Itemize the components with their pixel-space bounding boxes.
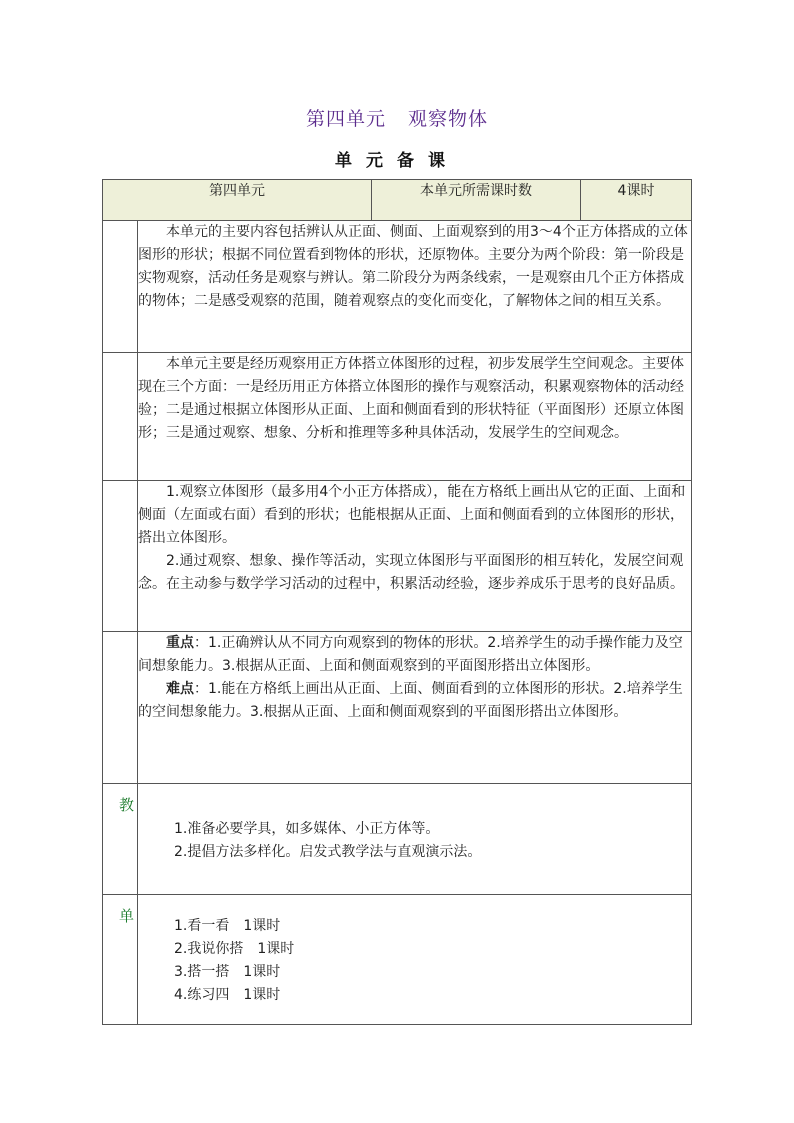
goals-label-cell [103, 481, 138, 632]
analysis-cell [138, 353, 692, 481]
teaching-label: 教 [119, 796, 135, 814]
difficult-points [138, 678, 691, 724]
page-subtitle: 单元备课 [335, 151, 459, 171]
unit-title-number: 第四单元 [305, 108, 386, 130]
analysis-text: 本单元主要是经历观察用正方体搭立体图形的过程，初步发展学生空间观念。主要体现在三个方面：一是经历用正方体搭立体图形的操作与观察活动，积累观察物体的活动经验；二是通过根据立体图形从正面、上面和侧面看到的形状特征（平面图形）还原立体图形；三是通过观察、想象、分析和推理等多种具体活动，发展学生的空间观念。 [138, 356, 684, 441]
schedule-row [103, 895, 692, 1025]
schedule-cell [138, 895, 692, 1025]
content-label-cell [103, 221, 138, 353]
difficulty-label: 难点 [166, 681, 194, 697]
schedule-item-2: 2.我说你搭 1课时 [174, 941, 295, 957]
keypoints-label-cell [103, 632, 138, 784]
schedule-label-cell [103, 895, 138, 1025]
unit-title-topic: 观察物体 [408, 108, 489, 130]
key-points [138, 632, 691, 678]
header-hours-value: 4课时 [581, 180, 692, 221]
goal-item-1: 1.观察立体图形（最多用4个小正方体搭成），能在方格纸上画出从它的正面、上面和侧面（左面或右面）看到的形状；也能根据从正面、上面和侧面看到的立体图形的形状，搭出立体图形。 [138, 484, 686, 546]
goal-item-2: 2.通过观察、想象、操作等活动，实现立体图形与平面图形的相互转化，发展空间观念。在主动参与数学学习活动的过程中，积累活动经验，逐步养成乐于思考的良好品质。 [138, 553, 684, 592]
goals-cell [138, 481, 692, 632]
key-text: ：1.正确辨认从不同方向观察到的物体的形状。2.培养学生的动手操作能力及空间想象能力。3.根据从正面、上面和侧面观察到的平面图形搭出立体图形。 [138, 635, 683, 674]
content-cell [138, 221, 692, 353]
analysis-label-cell [103, 353, 138, 481]
schedule-item-3: 3.搭一搭 1课时 [174, 964, 281, 980]
header-hours-label: 本单元所需课时数 [372, 180, 581, 221]
unit-plan-table [102, 179, 692, 1025]
key-label: 重点 [166, 635, 194, 651]
teaching-item-1: 1.准备必要学具，如多媒体、小正方体等。 [174, 821, 440, 837]
schedule-item-1: 1.看一看 1课时 [174, 918, 281, 934]
keypoints-cell [138, 632, 692, 784]
content-text: 本单元的主要内容包括辨认从正面、侧面、上面观察到的用3～4个正方体搭成的立体图形的形状；根据不同位置看到物体的形状，还原物体。主要分为两个阶段：第一阶段是实物观察，活动任务是观察与辨认。第二阶段分为两条线索，一是观察由几个正方体搭成的物体；二是感受观察的范围，随着观察点的变化而变化，了解物体之间的相互关系。 [138, 224, 688, 309]
goals-row [103, 481, 692, 632]
schedule-label: 单 [119, 907, 135, 925]
teaching-item-2: 2.提倡方法多样化。启发式教学法与直观演示法。 [174, 844, 482, 860]
difficulty-text: ：1.能在方格纸上画出从正面、上面、侧面看到的立体图形的形状。2.培养学生的空间想象能力。3.根据从正面、上面和侧面观察到的平面图形搭出立体图形。 [138, 681, 683, 720]
teaching-row [103, 784, 692, 895]
teaching-label-cell [103, 784, 138, 895]
header-row [103, 180, 692, 221]
keypoints-row [103, 632, 692, 784]
analysis-row [103, 353, 692, 481]
unit-title [0, 104, 794, 131]
schedule-item-4: 4.练习四 1课时 [174, 987, 281, 1003]
header-unit: 第四单元 [103, 180, 372, 221]
content-row [103, 221, 692, 353]
teaching-cell [138, 784, 692, 895]
